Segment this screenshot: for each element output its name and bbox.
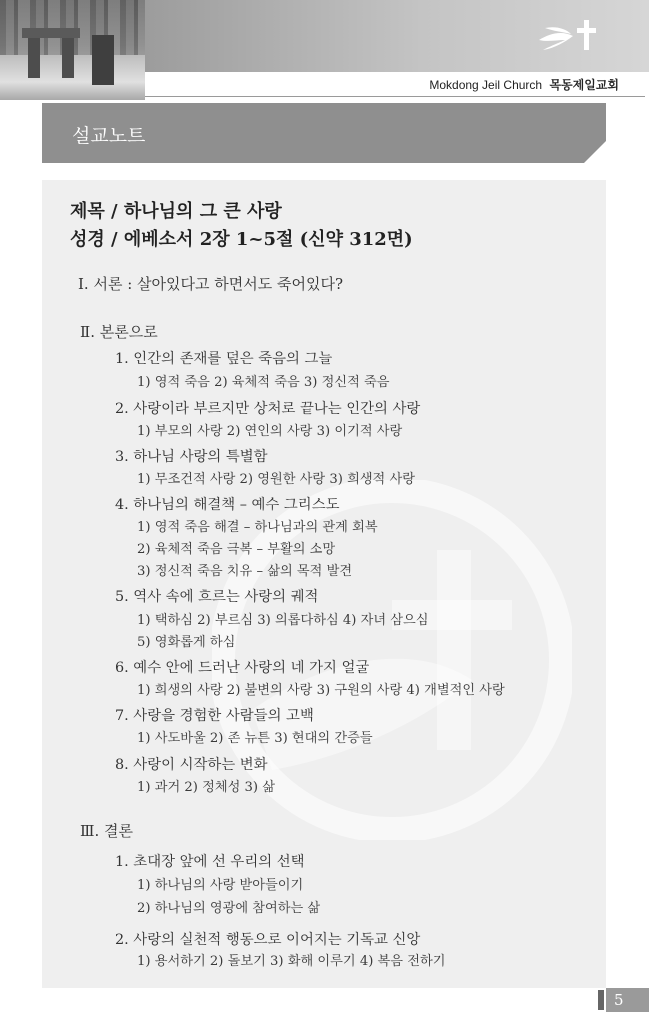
list-item-sub: 1) 사도바울 2) 존 뉴튼 3) 현대의 간증들 <box>137 731 373 746</box>
page-header <box>0 0 649 100</box>
church-name-en: Mokdong Jeil Church <box>429 78 543 92</box>
list-item-sub: 3) 정신적 죽음 치유 – 삶의 목적 발견 <box>137 564 353 579</box>
footer-accent-bar <box>598 990 604 1010</box>
list-item-heading: 6. 예수 안에 드러난 사랑의 네 가지 얼굴 <box>115 660 370 676</box>
church-name <box>429 76 619 93</box>
list-item-sub: 1) 영적 죽음 2) 육체적 죽음 3) 정신적 죽음 <box>137 375 390 390</box>
list-item-sub: 1) 무조건적 사랑 2) 영원한 사랑 3) 희생적 사랑 <box>137 472 415 487</box>
sermon-scripture: 성경 / 에베소서 2장 1~5절 (신약 312면) <box>70 229 413 250</box>
list-item-sub: 1) 영적 죽음 해결 – 하나님과의 관계 회복 <box>137 520 378 535</box>
list-item-heading: 4. 하나님의 해결책 – 예수 그리스도 <box>115 497 340 513</box>
list-item-sub: 1) 과거 2) 정체성 3) 삶 <box>137 780 275 795</box>
list-item-heading: 3. 하나님 사랑의 특별함 <box>115 449 268 465</box>
list-item-heading: 7. 사랑을 경험한 사람들의 고백 <box>115 708 314 724</box>
church-name-ko: 목동제일교회 <box>549 78 619 92</box>
list-item-sub: 1) 택하심 2) 부르심 3) 의롭다하심 4) 자녀 삼으심 <box>137 613 429 628</box>
page-number: 5 <box>606 988 649 1012</box>
list-item-sub: 1) 용서하기 2) 돌보기 3) 화해 이루기 4) 복음 전하기 <box>137 954 446 969</box>
section-intro: Ⅰ. 서론 : 살아있다고 하면서도 죽어있다? <box>78 275 343 293</box>
list-item-sub: 2) 육체적 죽음 극복 – 부활의 소망 <box>137 542 336 557</box>
list-item-sub: 1) 부모의 사랑 2) 연인의 사랑 3) 이기적 사랑 <box>137 424 403 439</box>
list-item-heading: 1. 인간의 존재를 덮은 죽음의 그늘 <box>115 351 333 367</box>
list-item-heading: 1. 초대장 앞에 선 우리의 선택 <box>115 854 305 870</box>
banner-corner-fold <box>584 141 606 163</box>
sermon-notes-box <box>42 180 606 988</box>
section-banner <box>42 103 606 163</box>
list-item-heading: 5. 역사 속에 흐르는 사랑의 궤적 <box>115 589 319 605</box>
list-item-sub: 2) 하나님의 영광에 참여하는 삶 <box>137 901 321 916</box>
list-item-sub: 1) 희생의 사랑 2) 불변의 사랑 3) 구원의 사랑 4) 개별적인 사랑 <box>137 683 505 698</box>
header-photo <box>0 0 145 100</box>
banner-title: 설교노트 <box>72 125 146 147</box>
section-conclusion-heading: Ⅲ. 결론 <box>80 822 133 840</box>
dove-cross-logo-icon <box>535 14 605 58</box>
section-body-heading: Ⅱ. 본론으로 <box>80 323 158 341</box>
list-item-heading: 8. 사랑이 시작하는 변화 <box>115 757 268 773</box>
list-item-sub: 1) 하나님의 사랑 받아들이기 <box>137 878 304 893</box>
list-item-sub: 5) 영화롭게 하심 <box>137 635 236 650</box>
header-divider <box>145 96 645 97</box>
list-item-heading: 2. 사랑의 실천적 행동으로 이어지는 기독교 신앙 <box>115 932 421 948</box>
sermon-title: 제목 / 하나님의 그 큰 사랑 <box>70 201 282 222</box>
list-item-heading: 2. 사랑이라 부르지만 상처로 끝나는 인간의 사랑 <box>115 401 421 417</box>
